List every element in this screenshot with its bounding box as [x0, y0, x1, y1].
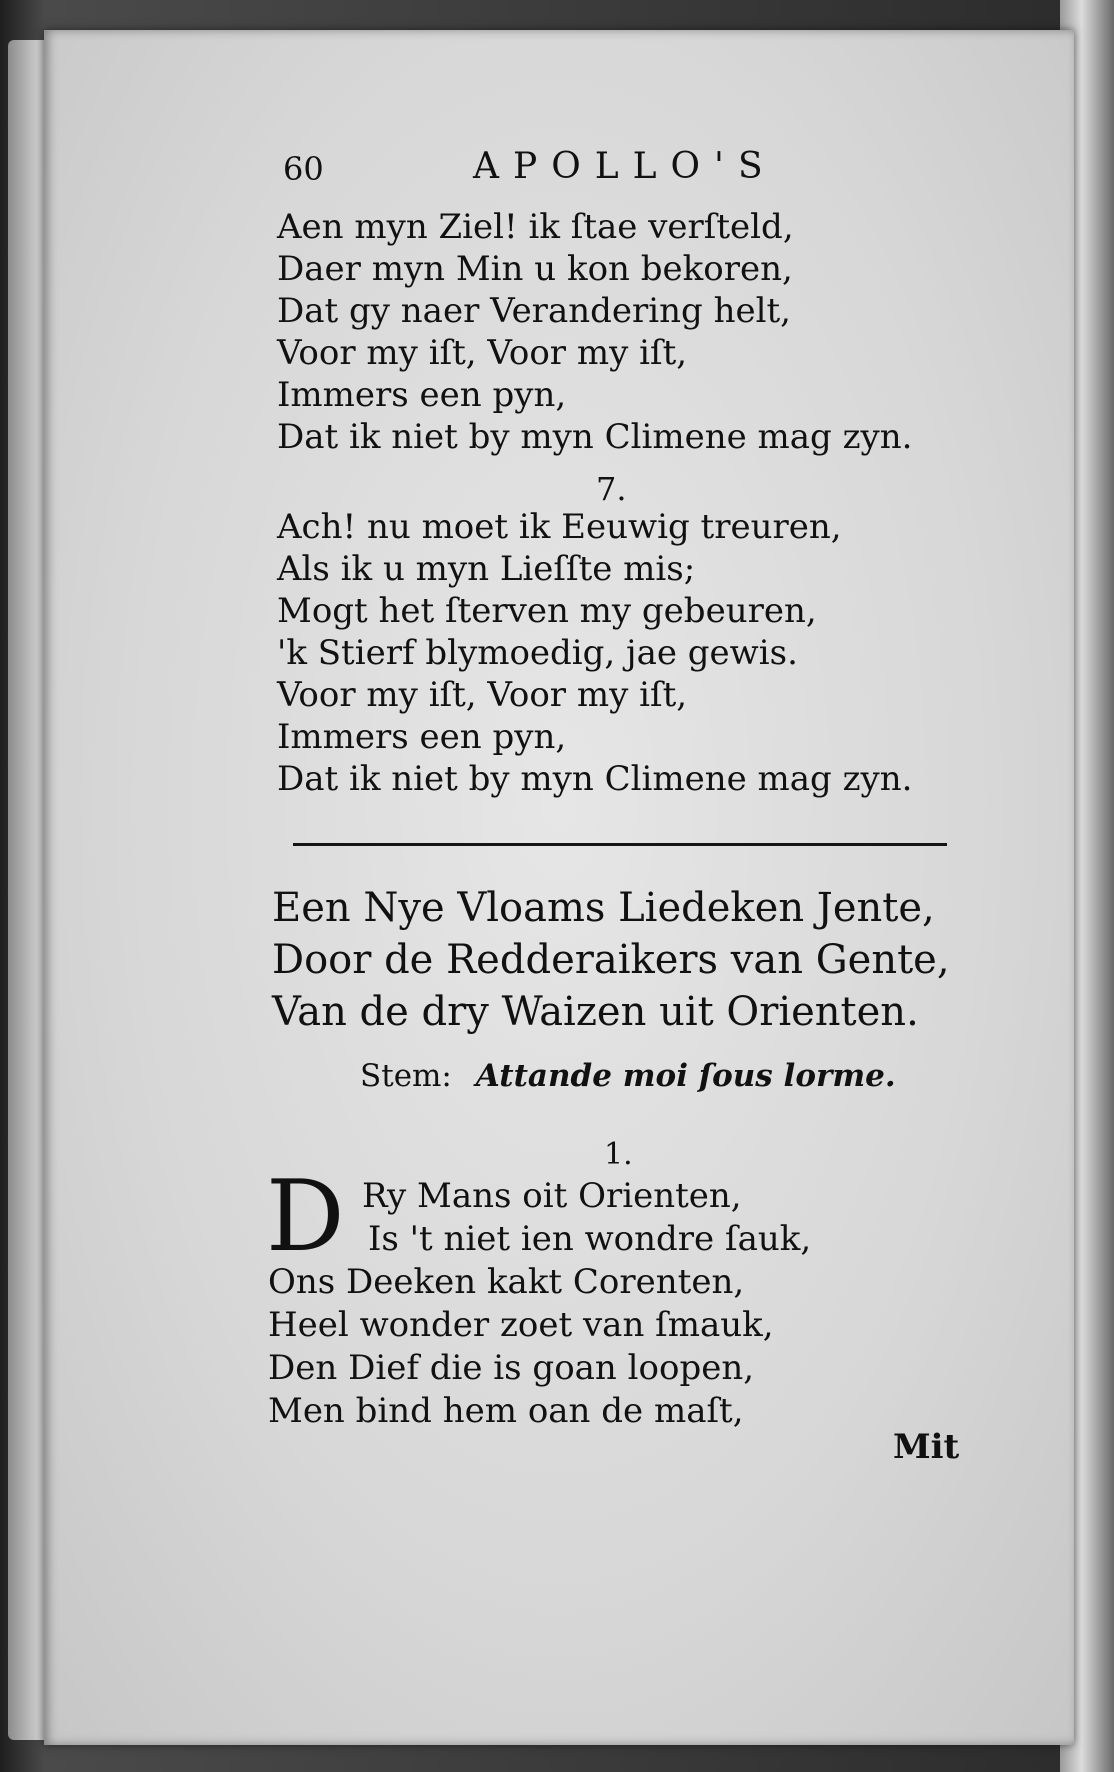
verse-line: Men bind hem oan de maſt, — [268, 1391, 744, 1431]
stanza-number: 7. — [596, 470, 627, 508]
stanza-b — [277, 506, 912, 800]
verse-line: Dat ik niet by myn Climene mag zyn. — [277, 417, 913, 457]
verse-line: Als ik u myn Lieſſte mis; — [277, 549, 696, 589]
verse-line: Voor my iſt, Voor my iſt, — [277, 333, 688, 373]
page-number: 60 — [283, 150, 324, 188]
verse-line: Mogt het ſterven my gebeuren, — [277, 591, 817, 631]
catchword: Mit — [893, 1427, 960, 1467]
verse-line: Daer myn Min u kon bekoren, — [277, 249, 793, 289]
section-divider — [293, 843, 947, 846]
verse-line: Aen myn Ziel! ik ſtae verſteld, — [277, 207, 794, 247]
verse-line: Immers een pyn, — [277, 375, 567, 415]
verse-line: Ach! nu moet ik Eeuwig treuren, — [277, 507, 842, 547]
stanza-a — [277, 206, 912, 458]
verse-line: Ons Deeken kakt Corenten, — [268, 1262, 745, 1302]
tune-label: Stem: — [360, 1058, 452, 1094]
verse-line: Immers een pyn, — [277, 717, 567, 757]
running-head: APOLLO'S — [473, 146, 777, 187]
verse-line: Ry Mans oit Orienten, — [362, 1176, 742, 1216]
verse-line: Voor my iſt, Voor my iſt, — [277, 675, 688, 715]
verse-line: Dat ik niet by myn Climene mag zyn. — [277, 759, 913, 799]
song-title-line: Een Nye Vloams Liedeken Jente, — [272, 885, 935, 931]
verse-line: Is 't niet ien wondre ſauk, — [368, 1219, 812, 1259]
drop-cap: D — [266, 1160, 345, 1274]
song-title-line: Van de dry Waizen uit Orienten. — [272, 989, 919, 1035]
verse-line: 'k Stierf blymoedig, jae gewis. — [277, 633, 798, 673]
song-title-line: Door de Redderaikers van Gente, — [272, 937, 950, 983]
tune-name: Attande moi ſous lorme. — [475, 1058, 896, 1094]
verse-line: Den Dief die is goan loopen, — [268, 1348, 755, 1388]
verse-line: Heel wonder zoet van ſmauk, — [268, 1305, 774, 1345]
song-title — [272, 882, 950, 1038]
stanza-c — [268, 1175, 811, 1433]
tune-indication — [360, 1058, 896, 1094]
verse-line: Dat gy naer Verandering helt, — [277, 291, 791, 331]
page-header — [283, 146, 843, 196]
stanza-number: 1. — [604, 1137, 633, 1172]
